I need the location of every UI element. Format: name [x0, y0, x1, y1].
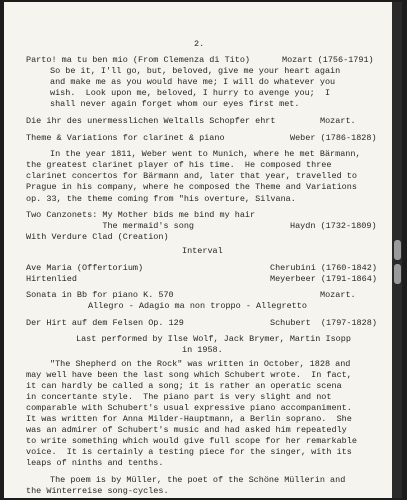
entry-title-parto: Parto! ma tu ben mio (From Clemenza di Tito): [26, 55, 251, 66]
note-line: leaps of ninths and tenths.: [26, 458, 164, 469]
note-line: comparable with Schubert's usual expressive piano accompaniment.: [26, 403, 352, 413]
entry-title-hirtenlied: Hirtenlied: [26, 273, 77, 284]
performance-note: Last performed by Ilse Wolf, Jack Brymer, Martin Isopp: [76, 333, 351, 344]
entry-title-canzonets: Two Canzonets: My Mother bids me bind my hair: [26, 210, 256, 221]
note-line: to write something which would give full scope for her remarkable: [26, 436, 357, 447]
interval-heading: Interval: [182, 246, 223, 257]
closing-line: The poem is by Müller, the poet of the Schöne Müllerin and: [50, 474, 346, 485]
entry-composer-sonata: Mozart.: [320, 290, 356, 301]
binder-hole: [394, 264, 401, 284]
entry-composer-ave: Cherubini (1760-1842): [270, 262, 377, 273]
entry-title-hirt: Der Hirt auf dem Felsen Op. 129: [26, 318, 184, 329]
performance-year: in 1958.: [182, 344, 223, 355]
entry-title-ave: Ave Maria (Offertorium): [26, 262, 144, 273]
translation-line: So be it, I'll go, but, beloved, give me your heart again: [50, 66, 341, 77]
translation-line: shall never again forget whom our eyes first met.: [50, 99, 300, 110]
page-number: 2.: [194, 39, 205, 50]
entry-composer-parto: Mozart (1756-1791): [282, 55, 374, 66]
entry-composer-hirt: Schubert (1797-1828): [270, 318, 377, 329]
note-line: the greatest clarinet player of his time. He composed three: [26, 160, 332, 171]
entry-title-sonata: Sonata in Bb for piano K. 570: [26, 290, 174, 301]
note-line: clarinet concertos for Bärmann and, later that year, travelled to: [26, 171, 357, 182]
closing-line: the Winterreise song-cycles.: [26, 486, 169, 496]
entry-movements-sonata: Allegro - Adagio ma non troppo - Allegretto: [88, 301, 307, 312]
note-line: "The Shepherd on the Rock" was written in October, 1828 and: [50, 358, 351, 369]
binder-edge: [392, 2, 402, 498]
note-line: voice. It is certainly a testing piece for the singer, with its: [26, 447, 352, 458]
note-line: In the year 1811, Weber went to Munich, where he met Bärmann,: [50, 149, 361, 160]
note-line: in concertante style. The piano part is very slight and not: [26, 391, 332, 402]
entry-title-verdure: With Verdure Clad (Creation): [26, 232, 169, 243]
entry-title-mermaid: The mermaid's song: [26, 221, 195, 232]
translation-line: and make me as you would have me; I will do whatever you: [50, 77, 336, 88]
program-page: [4, 2, 402, 498]
note-line: it can hardly be called a song; it is rather an operatic scena: [26, 380, 342, 391]
entry-composer-weltall: Mozart.: [320, 116, 356, 126]
note-line: may well have been the last song which Schubert wrote. In fact,: [26, 369, 352, 380]
note-line: Prague in his company, where he composed the Theme and Variations: [26, 182, 357, 193]
entry-composer-haydn: Haydn (1732-1809): [290, 221, 377, 232]
note-line: was an admirer of Schubert's music and had asked him repeatedly: [26, 425, 347, 436]
entry-title-theme: Theme & Variations for clarinet & piano: [26, 132, 225, 143]
translation-line: wish. Look upon me, beloved, I hurry to avenge you; I: [50, 88, 331, 99]
note-line: It was written for Anna Milder-Hauptmann, a Berlin soprano. She: [26, 414, 352, 424]
entry-title-weltall: Die ihr des unermesslichen Weltalls Schopfer ehrt: [26, 116, 276, 126]
entry-composer-hirtenlied: Meyerbeer (1791-1864): [270, 273, 377, 284]
note-line: op. 33, the theme coming from "his overture, Silvana.: [26, 193, 296, 204]
binder-hole: [394, 240, 401, 260]
entry-composer-theme: Weber (1786-1828): [290, 132, 377, 143]
